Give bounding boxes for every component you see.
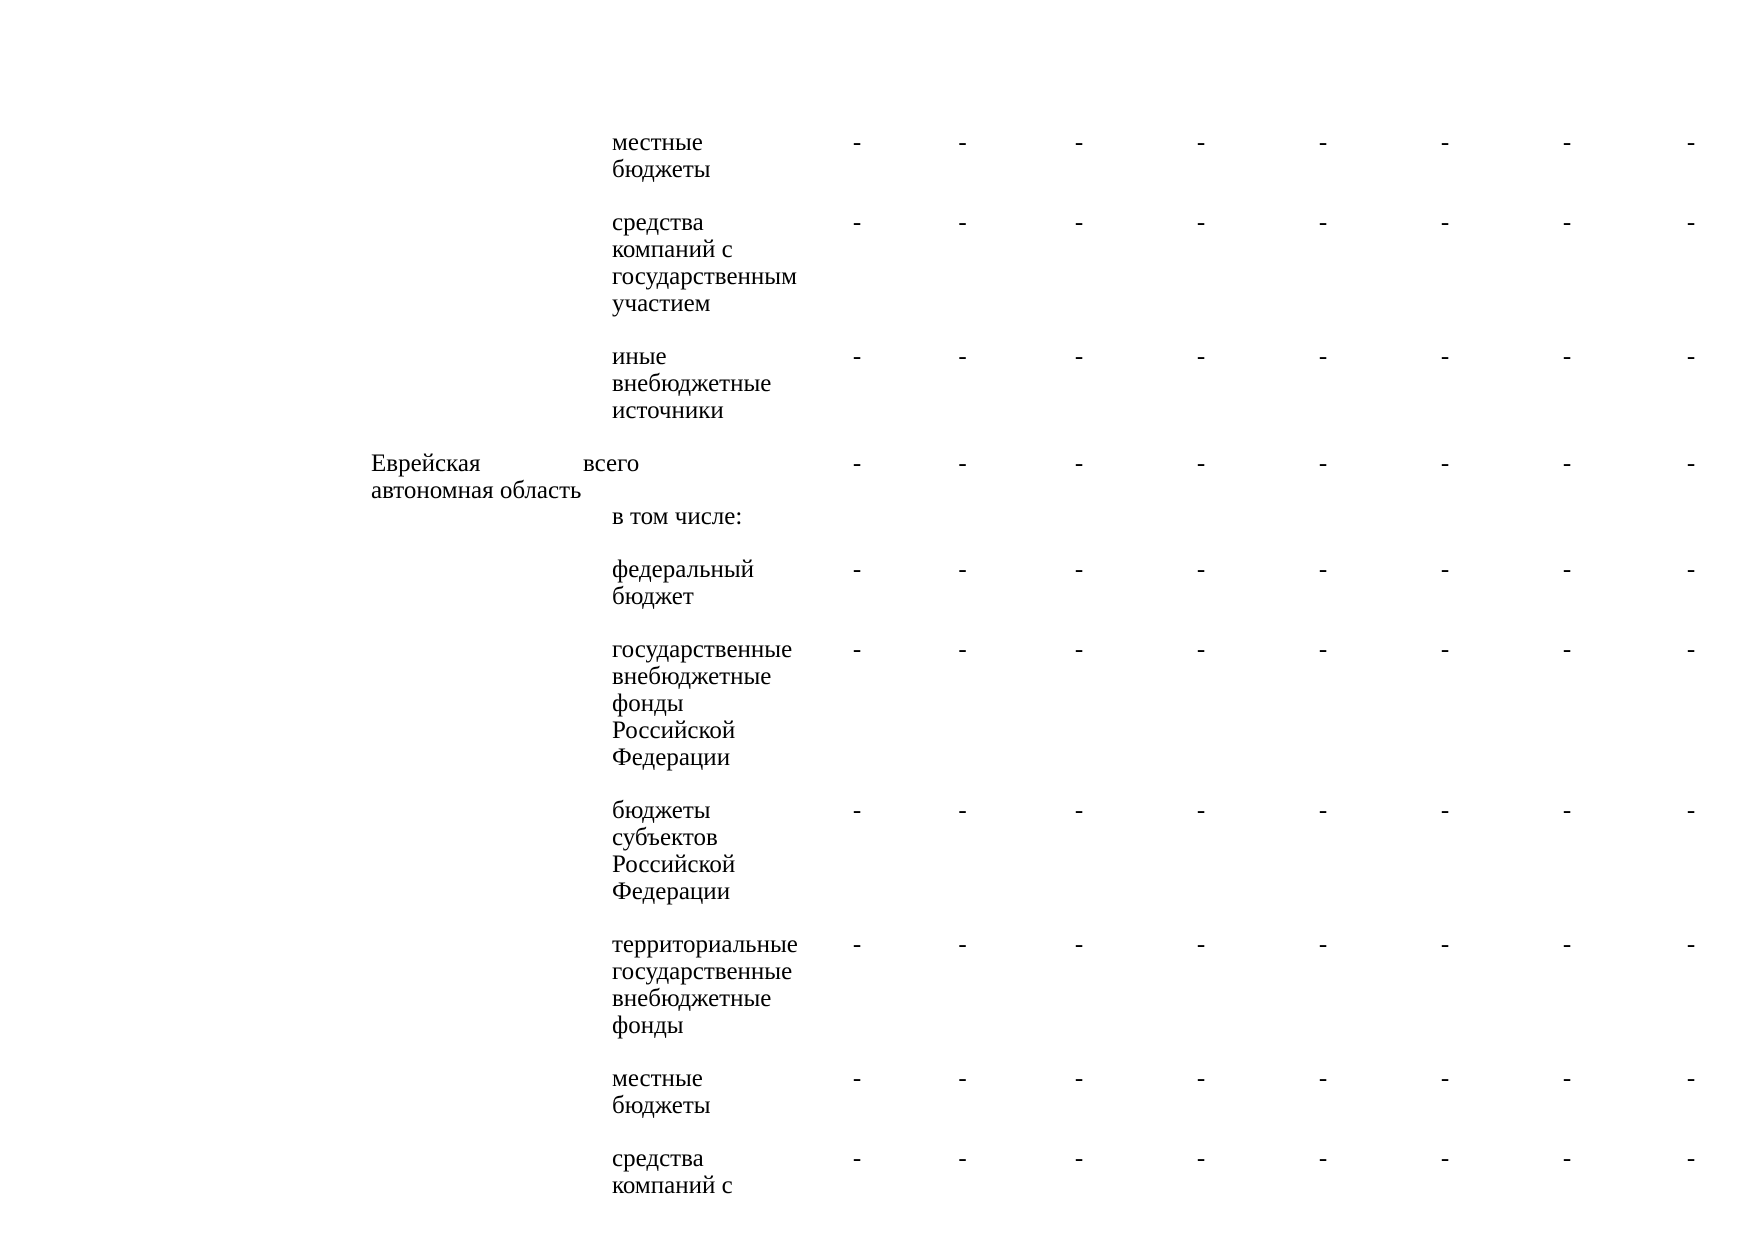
value-dash: -	[958, 450, 967, 477]
value-dash: -	[1318, 209, 1328, 236]
value-dash: -	[1318, 556, 1328, 583]
value-dash: -	[1686, 450, 1696, 477]
table-row	[371, 209, 1754, 317]
table-row	[371, 1065, 1754, 1119]
value-dash: -	[1318, 129, 1328, 156]
value-dash: -	[1440, 129, 1450, 156]
value-dash: -	[1440, 797, 1450, 824]
value-dash: -	[1196, 129, 1206, 156]
financing-table	[371, 129, 1754, 1225]
value-dash: -	[1196, 1065, 1206, 1092]
value-dash: -	[1074, 343, 1084, 370]
value-dash: -	[1074, 556, 1084, 583]
value-dash: -	[1074, 1145, 1084, 1172]
value-dash: -	[1686, 343, 1696, 370]
source-cell: бюджеты субъектов Российской Федерации	[612, 797, 736, 905]
value-dash: -	[1074, 797, 1084, 824]
value-dash: -	[1318, 931, 1328, 958]
table-row	[371, 450, 1754, 504]
value-dash: -	[1318, 797, 1328, 824]
value-dash: -	[1440, 636, 1450, 663]
value-dash: -	[958, 931, 967, 958]
value-dash: -	[1440, 556, 1450, 583]
value-dash: -	[1562, 209, 1572, 236]
table-row	[371, 1145, 1754, 1199]
value-dash: -	[1074, 636, 1084, 663]
value-dash: -	[1686, 1065, 1696, 1092]
value-dash: -	[1196, 556, 1206, 583]
value-dash: -	[1562, 343, 1572, 370]
value-dash: -	[1196, 450, 1206, 477]
value-dash: -	[1318, 1145, 1328, 1172]
value-dash: -	[1196, 209, 1206, 236]
value-dash: -	[958, 343, 967, 370]
source-cell: местные бюджеты	[612, 1065, 711, 1119]
value-dash: -	[1196, 343, 1206, 370]
value-dash: -	[958, 1145, 967, 1172]
value-dash: -	[852, 931, 862, 958]
value-dash: -	[1318, 343, 1328, 370]
value-dash: -	[1686, 129, 1696, 156]
value-dash: -	[1196, 797, 1206, 824]
value-dash: -	[852, 556, 862, 583]
value-dash: -	[958, 129, 967, 156]
value-dash: -	[1074, 931, 1084, 958]
value-dash: -	[1562, 931, 1572, 958]
value-dash: -	[1074, 1065, 1084, 1092]
table-row	[371, 343, 1754, 424]
value-dash: -	[1440, 1145, 1450, 1172]
value-dash: -	[1440, 209, 1450, 236]
source-cell: средства компаний с	[612, 1145, 733, 1199]
value-dash: -	[1074, 129, 1084, 156]
source-cell: государственные внебюджетные фонды Российской Федерации	[612, 636, 793, 771]
table-row	[371, 556, 1754, 610]
value-dash: -	[1440, 1065, 1450, 1092]
value-dash: -	[1686, 209, 1696, 236]
source-cell: иные внебюджетные источники	[612, 343, 772, 424]
source-cell: средства компаний с государственным участием	[612, 209, 797, 317]
value-dash: -	[1686, 556, 1696, 583]
value-dash: -	[1686, 931, 1696, 958]
source-cell: федеральный бюджет	[612, 556, 755, 610]
value-dash: -	[958, 1065, 967, 1092]
value-dash: -	[852, 450, 862, 477]
value-dash: -	[852, 797, 862, 824]
value-dash: -	[1562, 1065, 1572, 1092]
value-dash: -	[1562, 129, 1572, 156]
value-dash: -	[1440, 931, 1450, 958]
value-dash: -	[958, 209, 967, 236]
value-dash: -	[1440, 450, 1450, 477]
value-dash: -	[1562, 450, 1572, 477]
table-row	[371, 636, 1754, 771]
value-dash: -	[852, 636, 862, 663]
value-dash: -	[1686, 797, 1696, 824]
table-row	[371, 129, 1754, 183]
value-dash: -	[1074, 209, 1084, 236]
value-dash: -	[1562, 556, 1572, 583]
source-cell: в том числе:	[612, 503, 743, 530]
table-row	[371, 797, 1754, 905]
value-dash: -	[1562, 1145, 1572, 1172]
value-dash: -	[1196, 1145, 1206, 1172]
value-dash: -	[1686, 636, 1696, 663]
value-dash: -	[852, 1145, 862, 1172]
value-dash: -	[1562, 797, 1572, 824]
table-row	[371, 931, 1754, 1039]
region-cell: Еврейская автономная область	[371, 450, 582, 504]
value-dash: -	[958, 636, 967, 663]
source-cell: местные бюджеты	[612, 129, 711, 183]
value-dash: -	[1196, 931, 1206, 958]
value-dash: -	[852, 1065, 862, 1092]
value-dash: -	[1318, 636, 1328, 663]
source-cell: всего	[583, 450, 640, 477]
value-dash: -	[852, 129, 862, 156]
value-dash: -	[958, 556, 967, 583]
source-cell: территориальные государственные внебюджетные фонды	[612, 931, 798, 1039]
value-dash: -	[1318, 450, 1328, 477]
value-dash: -	[1196, 636, 1206, 663]
value-dash: -	[1440, 343, 1450, 370]
table-row	[371, 503, 1754, 530]
value-dash: -	[852, 209, 862, 236]
value-dash: -	[958, 797, 967, 824]
value-dash: -	[1562, 636, 1572, 663]
value-dash: -	[1686, 1145, 1696, 1172]
value-dash: -	[1318, 1065, 1328, 1092]
value-dash: -	[852, 343, 862, 370]
value-dash: -	[1074, 450, 1084, 477]
